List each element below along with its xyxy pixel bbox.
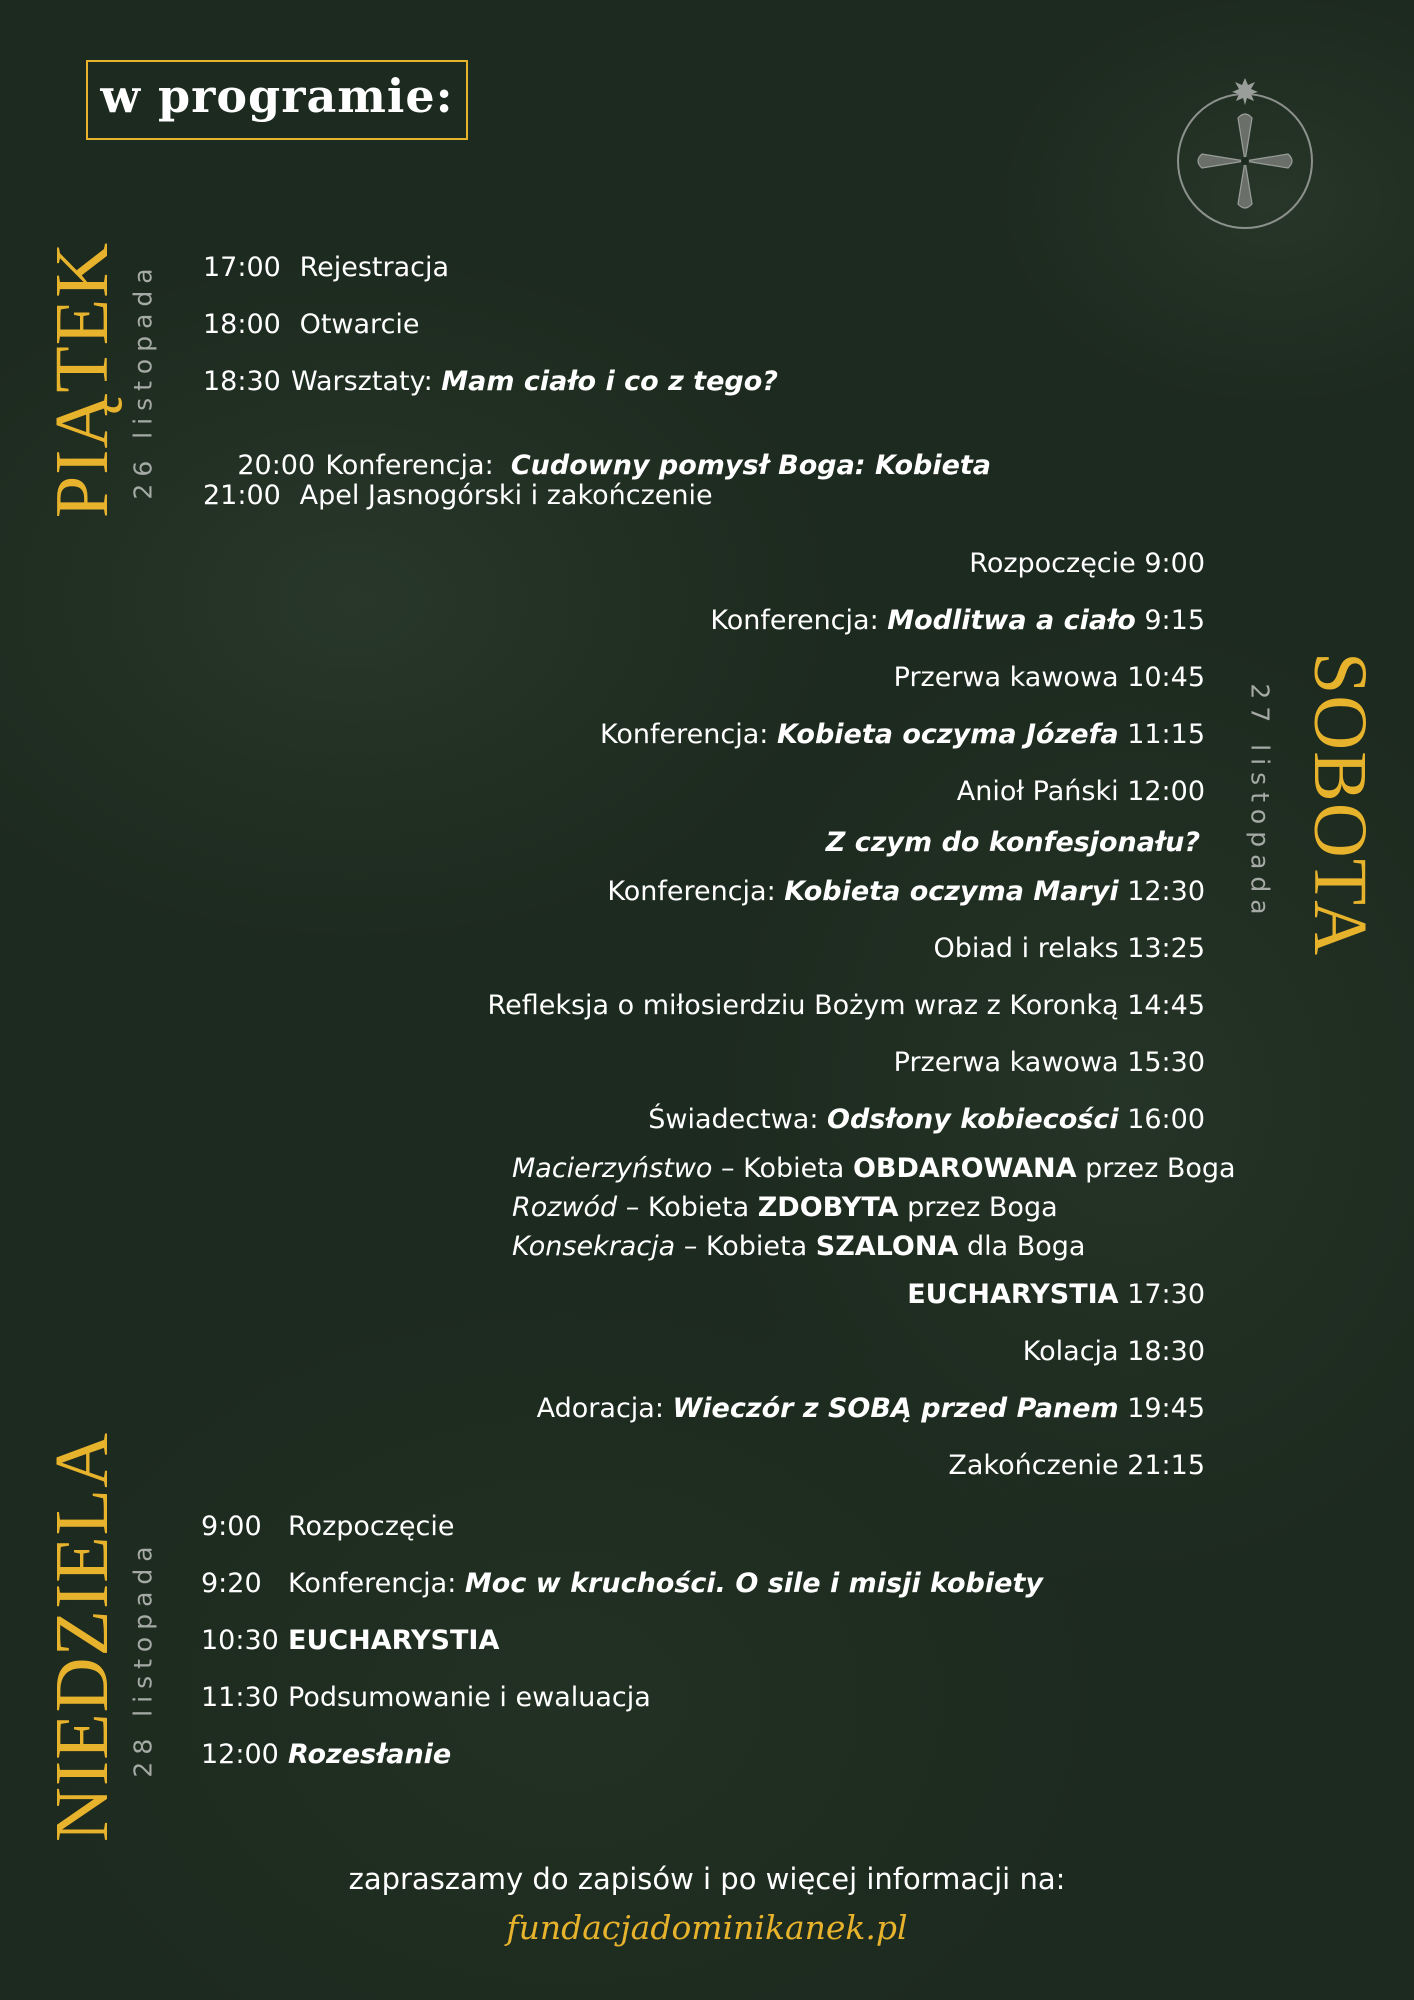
friday-date-label: 26 listopada: [128, 261, 158, 500]
list-item: 11:30 Podsumowanie i ewaluacja: [201, 1682, 651, 1713]
list-item: Kolacja 18:30: [1022, 1336, 1205, 1367]
list-item: Adoracja: Wieczór z SOBĄ przed Panem 19:45: [536, 1393, 1205, 1424]
list-item: 10:30 EUCHARYSTIA: [201, 1625, 500, 1656]
sunday-date-label: 28 listopada: [128, 1539, 158, 1778]
list-item: Konferencja: Kobieta oczyma Józefa 11:15: [600, 719, 1205, 750]
page-title: w programie:: [100, 69, 454, 123]
list-item: 9:00 Rozpoczęcie: [201, 1511, 455, 1542]
list-item: 9:20 Konferencja: Moc w kruchości. O sile i misji kobiety: [201, 1568, 1043, 1599]
list-item: 21:00 Apel Jasnogórski i zakończenie: [203, 480, 713, 511]
dominican-cross-logo-icon: [1170, 78, 1320, 234]
list-item: 20:00 Konferencja: Cudowny pomysł Boga: Kobieta: [237, 450, 992, 481]
list-item: Zakończenie 21:15: [948, 1450, 1205, 1481]
list-item: Świadectwa: Odsłony kobiecości 16:00: [648, 1104, 1205, 1135]
list-item: Konferencja: Kobieta oczyma Maryi 12:30: [607, 876, 1205, 907]
testimony-item: Rozwód – Kobieta ZDOBYTA przez Boga: [512, 1192, 1058, 1223]
list-item: 18:30 Warsztaty: Mam ciało i co z tego?: [203, 366, 778, 397]
list-item: Anioł Pański 12:00: [956, 776, 1205, 807]
list-item: Przerwa kawowa 10:45: [893, 662, 1205, 693]
list-item: Refleksja o miłosierdziu Bożym wraz z Koronką 14:45: [487, 990, 1205, 1021]
list-item: Przerwa kawowa 15:30: [893, 1047, 1205, 1078]
testimony-item: Konsekracja – Kobieta SZALONA dla Boga: [512, 1231, 1086, 1262]
footer-website-link[interactable]: fundacjadominikanek.pl: [506, 1908, 908, 1947]
list-item: 18:00 Otwarcie: [203, 309, 420, 340]
list-item: 12:00 Rozesłanie: [201, 1739, 452, 1770]
list-item: EUCHARYSTIA 17:30: [907, 1279, 1205, 1310]
list-item: Obiad i relaks 13:25: [933, 933, 1205, 964]
friday-day-label: PIĄTEK: [40, 241, 124, 519]
list-item: 17:00 Rejestracja: [203, 252, 450, 283]
list-item: Konferencja: Modlitwa a ciało 9:15: [710, 605, 1205, 636]
saturday-date-label: 27 listopada: [1245, 683, 1275, 922]
list-item: Rozpoczęcie 9:00: [969, 548, 1205, 579]
list-item: Z czym do konfesjonału?: [825, 827, 1200, 858]
header-title-box: [86, 60, 468, 140]
footer-invite: zapraszamy do zapisów i po więcej informacji na:: [348, 1862, 1066, 1896]
testimony-item: Macierzyństwo – Kobieta OBDAROWANA przez Boga: [512, 1153, 1236, 1184]
sunday-day-label: NIEDZIELA: [40, 1432, 124, 1842]
saturday-day-label: SOBOTA: [1298, 652, 1382, 956]
